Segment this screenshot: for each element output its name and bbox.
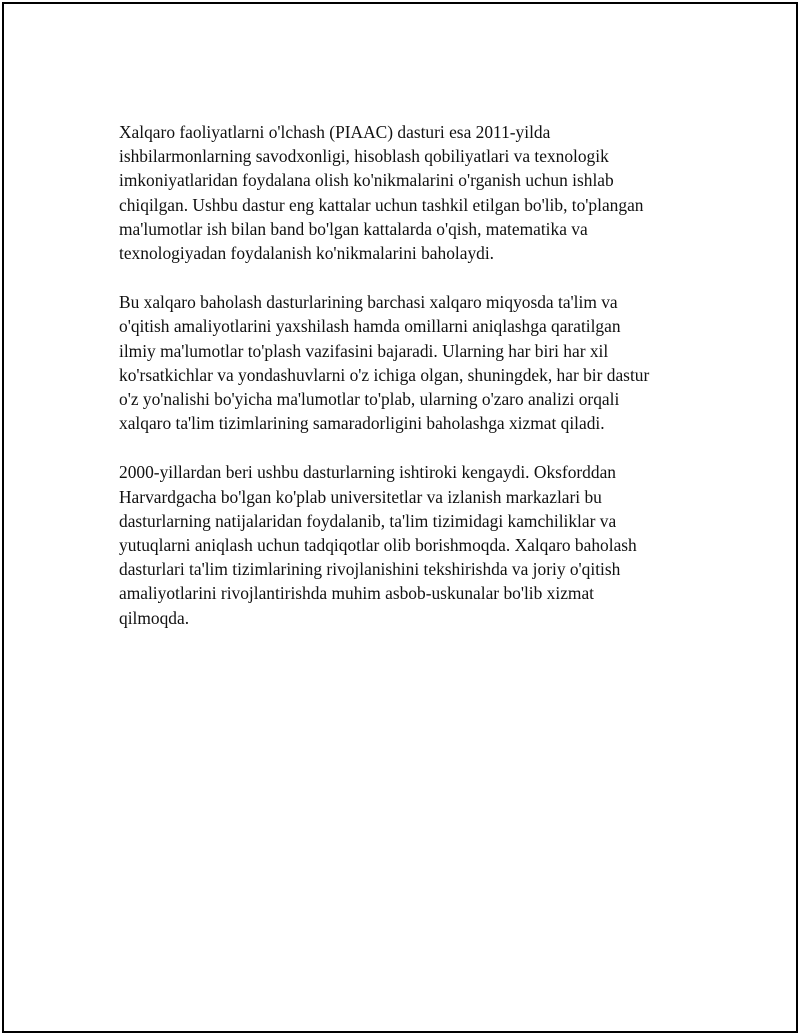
text-line: Bu xalqaro baholash dasturlarining barchasi xalqaro miqyosda ta'lim va [119,292,618,313]
text-line: o'z yo'nalishi bo'yicha ma'lumotlar to'plab, ularning o'zaro analizi orqali [119,389,620,410]
text-line: chiqilgan. Ushbu dastur eng kattalar uchun tashkil etilgan bo'lib, to'plangan [119,194,644,215]
text-line: ko'rsatkichlar va yondashuvlarni o'z ichiga olgan, shuningdek, har bir dastur [119,364,650,385]
text-line: ishbilarmonlarning savodxonligi, hisoblash qobiliyatlari va texnologik [119,146,609,167]
text-line: dasturlari ta'lim tizimlarining rivojlanishini tekshirishda va joriy o'qitish [119,559,621,580]
text-line: amaliyotlarini rivojlantirishda muhim asbob-uskunalar bo'lib xizmat [119,583,594,604]
text-line: qilmoqda. [119,607,190,628]
text-line: ilmiy ma'lumotlar to'plash vazifasini bajaradi. Ularning har biri har xil [119,340,609,361]
text-line: ma'lumotlar ish bilan band bo'lgan kattalarda o'qish, matematika va [119,218,588,239]
paragraph [119,290,695,435]
text-line: yutuqlarni aniqlash uchun tadqiqotlar olib borishmoqda. Xalqaro baholash [119,535,637,556]
paragraph [119,460,695,629]
text-line: xalqaro ta'lim tizimlarining samaradorligini baholashga xizmat qiladi. [119,413,605,434]
text-line: texnologiyadan foydalanish ko'nikmalarini baholaydi. [119,243,495,264]
text-line: 2000-yillardan beri ushbu dasturlarning ishtiroki kengaydi. Oksforddan [119,462,616,483]
page-frame [2,2,798,1033]
text-line: imkoniyatlaridan foydalana olish ko'nikmalarini o'rganish uchun ishlab [119,170,614,191]
text-line: Xalqaro faoliyatlarni o'lchash (PIAAC) dasturi esa 2011-yilda [119,122,551,142]
document-body [119,120,695,655]
text-line: o'qitish amaliyotlarini yaxshilash hamda omillarni aniqlashga qaratilgan [119,316,621,337]
text-line: Harvardgacha bo'lgan ko'plab universitetlar va izlanish markazlari bu [119,486,602,507]
paragraph [119,120,695,265]
text-line: dasturlarning natijalaridan foydalanib, ta'lim tizimidagi kamchiliklar va [119,510,617,531]
